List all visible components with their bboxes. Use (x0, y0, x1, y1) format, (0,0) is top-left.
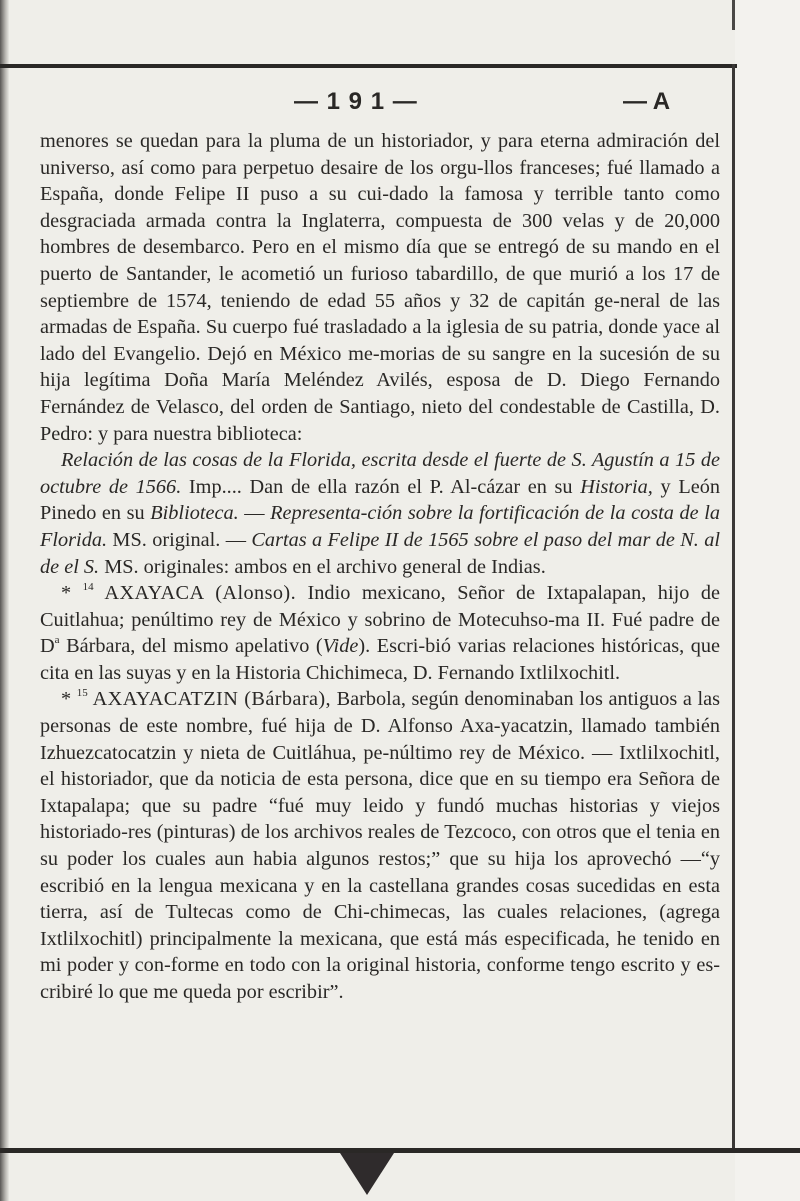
text-fragment: Imp.... Dan de ella razón el P. Al-cázar en su (181, 475, 581, 498)
text-fragment: MS. original. — (107, 528, 252, 551)
text-fragment: — (238, 502, 271, 525)
superscript-a: a (54, 634, 60, 647)
right-frame-rule-top (732, 0, 735, 30)
entry-text: Barbola, según denominaban los antiguos a las personas de este nombre, fué hija de D. Alfonso Axa-yacatzin, llamado también Izhuezcatocatzin y nieta de Cuitláhua, pe-núltimo rey de México. — Ixtlilxochitl, el historiador, que da noticia de esta persona, dice que en su tiempo era Señora de Ixtapalapa; que su padre “fué muy leido y fundó muchas historias y viejos historiado-res (pinturas) de los archivos reales de Tezcoco, con otros que el tenia en su poder los cuales aun habia algunos restos;” que su hija los aprovechó —“y escribió en la lengua mexicana y en la castellana grandes cosas sucedidas en esta tierra, así de Tultecas como de Chi-chimecas, las cuales relaciones, (agrega Ixtlilxochitl) principalmente la mexicana, que está más especificada, he tenido en mi poder y con-forme en todo con la original historia, conforme tengo escrito y es-cribiré lo que me queda por escribir”. (40, 688, 720, 1003)
vide-reference: Vide (322, 635, 359, 658)
right-frame-rule (732, 64, 735, 1151)
binding-shadow (0, 0, 9, 1201)
work-title-representacion: Representa-ción sobre la fortificación de la costa de la Florida. (40, 502, 720, 551)
section-letter: — A (623, 88, 671, 115)
page-number: — 1 9 1 — (294, 88, 418, 115)
paragraph-continuation: menores se quedan para la pluma de un historiador, y para eterna admiración del universo, así como para perpetuo desaire de los orgu-llos franceses; fué llamado a España, donde Felipe II puso a su cui-dado la famosa y terrible tanto como desgraciada armada contra la Inglaterra, compuesta de 300 velas y de 20,000 hombres de desembarco. Pero en el mismo día que se entregó de su mando en el puerto de Santander, le acometió un furioso tabardillo, de que murió a los 17 de septiembre de 1574, teniendo de edad 55 años y 32 de capitán ge-neral de las armadas de España. Su cuerpo fué trasladado a la iglesia de su patria, donde yace al lado del Evangelio. Dejó en México me-morias de su sangre en la sucesión de su hija legítima Doña María Meléndez Avilés, esposa de D. Diego Fernando Fernández de Velasco, del orden de Santiago, nieto del condestable de Castilla, D. Pedro: y para nuestra biblioteca: (40, 130, 720, 445)
entry-heading: AXAYACATZIN (Bárbara), (87, 688, 332, 711)
bottom-frame-rule (0, 1148, 800, 1153)
top-frame-rule (0, 64, 737, 68)
work-title-relacion: Relación de las cosas de la Florida, escrita desde el fuerte de S. Agustín a 15 de octubre de 1566. (40, 449, 720, 498)
work-title-historia: Historia, (580, 475, 653, 498)
text-fragment: MS. originales: ambos en el archivo general de Indias. (99, 555, 546, 578)
entry-star: * (61, 688, 77, 711)
entry-axayacatzin (40, 686, 720, 1005)
body-text (40, 128, 720, 1006)
entry-number: 14 (82, 581, 94, 594)
triangle-marker-icon (340, 1153, 394, 1195)
page-content (40, 70, 730, 1006)
text-fragment: y León Pinedo en su (40, 475, 720, 525)
entry-star: * (61, 582, 83, 605)
right-margin-strip (735, 0, 800, 1201)
entry-text: Bárbara, del mismo apelativo ( (59, 635, 323, 658)
running-header (40, 70, 730, 128)
entry-axayaca (40, 580, 720, 686)
entry-text: Indio mexicano, Señor de Ixtapalapan, hijo de Cuitlahua; penúltimo rey de México y sobrino de Motecuhso-ma II. Fué padre de D (40, 582, 720, 658)
paragraph-bibliography (40, 447, 720, 580)
entry-heading: AXAYACA (Alonso). (93, 582, 297, 605)
entry-text: ). Escri-bió varias relaciones históricas, que cita en las suyas y en la Historia Chichimeca, D. Fernando Ixtlilxochitl. (40, 635, 721, 684)
work-title-cartas: Cartas a Felipe II de 1565 sobre el paso del mar de N. al de el S. (40, 528, 720, 578)
work-title-biblioteca: Biblioteca. (150, 502, 239, 525)
entry-number: 15 (76, 687, 88, 700)
